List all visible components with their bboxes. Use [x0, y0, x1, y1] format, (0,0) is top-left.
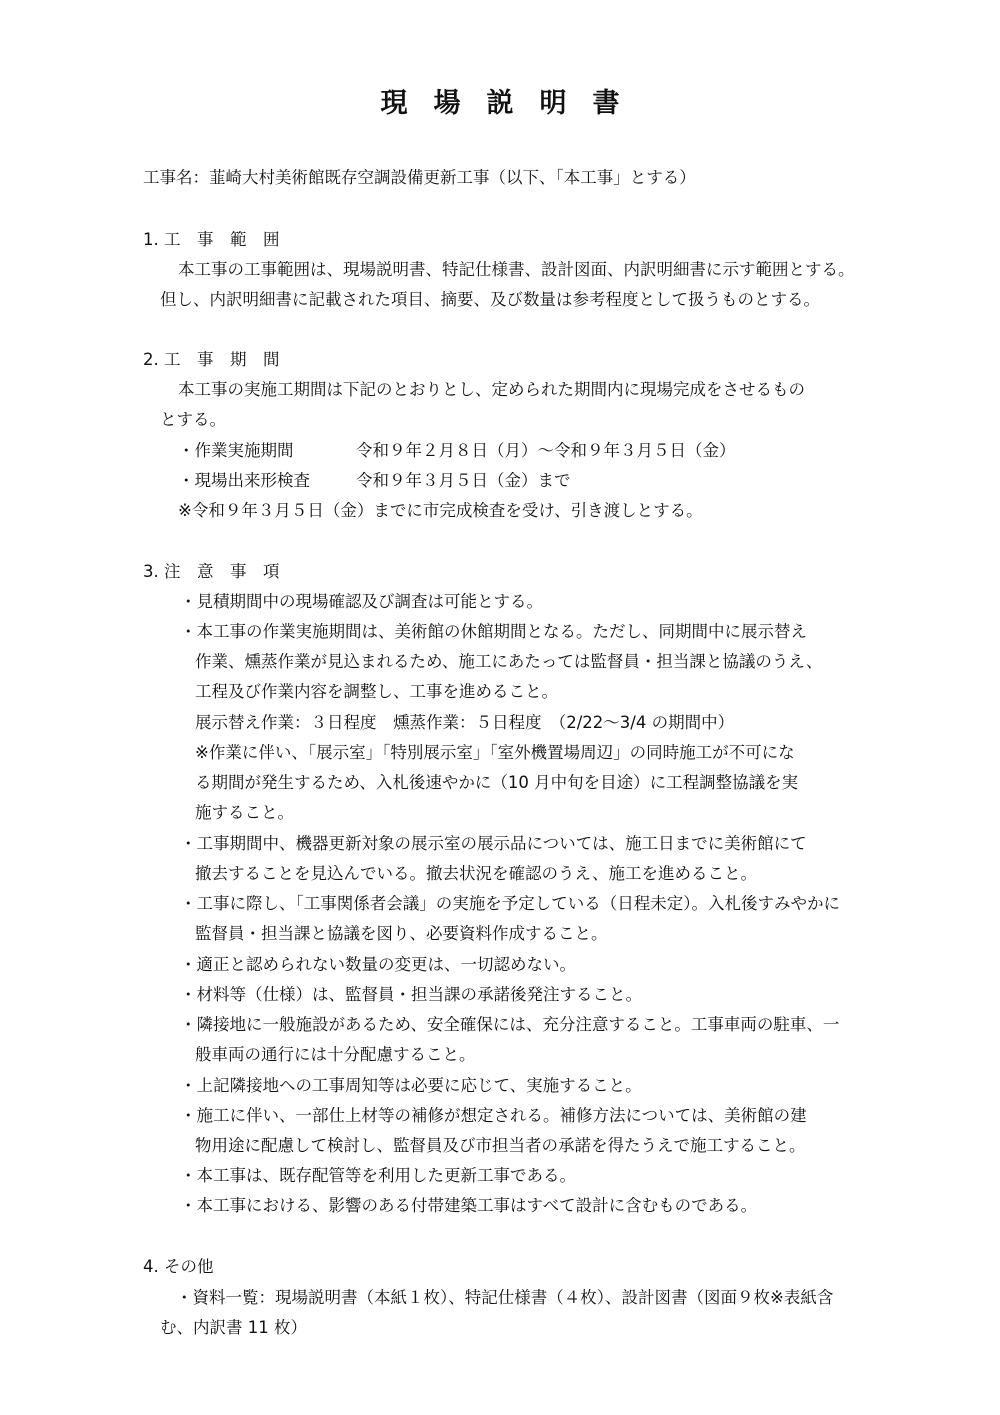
section-2-note: ※令和９年３月５日（金）までに市完成検査を受け、引き渡しとする。: [178, 501, 703, 520]
section-1-heading: 1. 工 事 範 囲: [143, 230, 280, 249]
notice-line: 工程及び作業内容を調整し、工事を進めること。: [195, 682, 558, 701]
schedule-row: [178, 469, 571, 493]
notice-line: ・工事期間中、機器更新対象の展示室の展示品については、施工日までに美術館にて: [180, 834, 807, 853]
notice-line: ・工事に際し、「工事関係者会議」の実施を予定している（日程未定）。入札後すみやかに: [180, 894, 840, 913]
notice-line: ・上記隣接地への工事周知等は必要に応じて、実施すること。: [180, 1076, 642, 1095]
notice-line: ※作業に伴い、「展示室」「特別展示室」「室外機置場周辺」の同時施工が不可にな: [195, 743, 795, 762]
schedule-label: ・現場出来形検査: [178, 471, 310, 490]
notice-line: 撤去することを見込んでいる。撤去状況を確認のうえ、施工を進めること。: [195, 864, 757, 883]
schedule-label: ・作業実施期間: [178, 441, 294, 460]
notice-line: ・適正と認められない数量の変更は、一切認めない。: [180, 955, 576, 974]
section-2-line-1: 本工事の実施工期間は下記のとおりとし、定められた期間内に現場完成をさせるもの: [178, 380, 805, 399]
section-2-line-2: とする。: [160, 410, 226, 429]
notice-line: ・材料等（仕様）は、監督員・担当課の承諾後発注すること。: [180, 985, 642, 1004]
notice-line: 物用途に配慮して検討し、監督員及び市担当者の承諾を得たうえで施工すること。: [195, 1136, 806, 1155]
schedule-row: [178, 439, 736, 463]
notice-line: 展示替え作業：３日程度 燻蒸作業：５日程度 （2/22～3/4 の期間中）: [195, 713, 735, 732]
schedule-value: 令和９年２月８日（月）～令和９年３月５日（金）: [356, 441, 736, 460]
notice-line: ・本工事の作業実施期間は、美術館の休館期間となる。ただし、同期間中に展示替え: [180, 622, 807, 641]
section-1-line-1: 本工事の工事範囲は、現場説明書、特記仕様書、設計図面、内訳明細書に示す範囲とする。: [178, 260, 855, 279]
notice-line: 作業、燻蒸作業が見込まれるため、施工にあたっては監督員・担当課と協議のうえ、: [195, 652, 823, 671]
page-title: 現場説明書: [380, 88, 646, 119]
materials-line-1: ・資料一覧：現場説明書（本紙１枚）、特記仕様書（４枚）、設計図書（図面９枚※表紙含: [176, 1288, 834, 1307]
notice-line: 般車両の通行には十分配慮すること。: [195, 1045, 476, 1064]
notice-line: ・施工に伴い、一部仕上材等の補修が想定される。補修方法については、美術館の建: [180, 1106, 807, 1125]
notice-line: ・隣接地に一般施設があるため、安全確保には、充分注意すること。工事車両の駐車、一: [180, 1015, 840, 1034]
notice-line: ・見積期間中の現場確認及び調査は可能とする。: [180, 592, 543, 611]
section-3-heading: 3. 注 意 事 項: [143, 562, 280, 581]
notice-line: る期間が発生するため、入札後速やかに（10 月中旬を目途）に工程調整協議を実: [195, 773, 799, 792]
section-1-line-2: 但し、内訳明細書に記載された項目、摘要、及び数量は参考程度として扱うものとする。: [160, 290, 820, 309]
construction-name: 工事名：韮崎大村美術館既存空調設備更新工事（以下、「本工事」とする）: [143, 168, 696, 187]
section-4-heading: 4. その他: [143, 1257, 214, 1276]
notice-line: 施すること。: [195, 803, 294, 822]
notice-line: ・本工事は、既存配管等を利用した更新工事である。: [180, 1166, 576, 1185]
notice-line: 監督員・担当課と協議を図り、必要資料作成すること。: [195, 924, 608, 943]
materials-line-2: む、内訳書 11 枚）: [160, 1318, 307, 1337]
section-2-heading: 2. 工 事 期 間: [143, 350, 280, 369]
schedule-value: 令和９年３月５日（金）まで: [356, 471, 571, 490]
notice-line: ・本工事における、影響のある付帯建築工事はすべて設計に含むものである。: [180, 1196, 758, 1215]
